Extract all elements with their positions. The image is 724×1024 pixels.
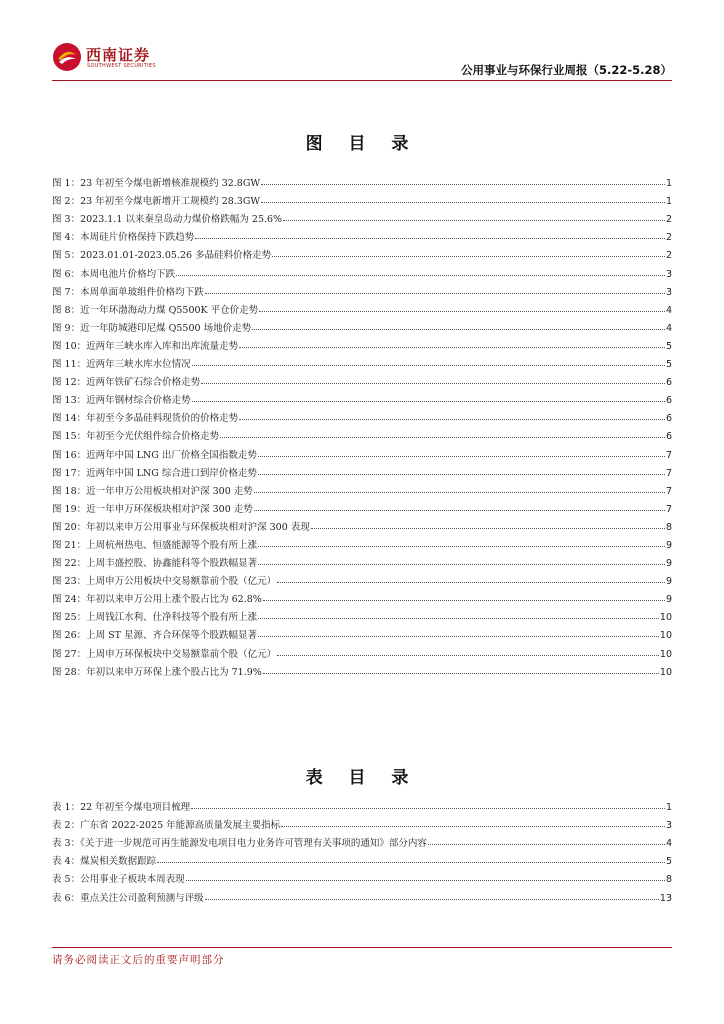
toc-leader-dots [239,419,665,420]
toc-entry-label[interactable]: 表 6：重点关注公司盈利预测与评级 [52,892,204,904]
toc-leader-dots [281,826,665,827]
toc-entry[interactable] [52,225,672,243]
toc-entry-page[interactable]: 1 [665,802,672,814]
toc-entry[interactable] [52,243,672,261]
toc-leader-dots [263,600,665,601]
toc-entry-label[interactable]: 图 2：23 年初至今煤电新增开工规模约 28.3GW [52,196,261,208]
toc-entry[interactable] [52,533,672,551]
toc-leader-dots [258,456,665,457]
toc-entry-page[interactable]: 4 [665,304,672,316]
toc-leader-dots [263,673,659,674]
logo-cn-text: 西南证券 [86,46,151,64]
toc-entry-page[interactable]: 6 [665,377,672,389]
toc-entry-label[interactable]: 图 3：2023.1.1 以来秦皇岛动力煤价格跌幅为 25.6% [52,214,283,226]
toc-entry-label[interactable]: 表 2：广东省 2022-2025 年能源高质量发展主要指标 [52,820,281,832]
toc-entry-page[interactable]: 4 [665,838,672,850]
toc-leader-dots [428,844,665,845]
toc-entry-page[interactable]: 9 [665,558,672,570]
toc-entry[interactable] [52,641,672,659]
toc-entry-label[interactable]: 图 21：上周杭州热电、恒盛能源等个股有所上涨 [52,539,258,551]
toc-entry[interactable] [52,849,672,867]
toc-entry-page[interactable]: 10 [659,666,672,678]
toc-entry-label[interactable]: 图 7：本周单面单玻组件价格均下跌 [52,286,204,298]
toc-entry[interactable] [52,623,672,641]
toc-entry-page[interactable]: 2 [665,214,672,226]
toc-leader-dots [205,293,665,294]
toc-entry[interactable] [52,334,672,352]
toc-entry-page[interactable]: 2 [665,250,672,262]
toc-entry[interactable] [52,497,672,515]
toc-entry-page[interactable]: 10 [659,648,672,660]
toc-entry[interactable] [52,406,672,424]
toc-entry-page[interactable]: 9 [665,539,672,551]
toc-leader-dots [191,808,665,809]
toc-entry[interactable] [52,605,672,623]
toc-leader-dots [261,184,665,185]
figures-toc-title: 图 目 录 [305,134,419,154]
toc-leader-dots [258,546,665,547]
toc-entry[interactable] [52,461,672,479]
toc-entry[interactable] [52,867,672,885]
toc-entry-page[interactable]: 1 [665,178,672,190]
toc-entry-label[interactable]: 表 4：煤炭相关数据跟踪 [52,856,157,868]
toc-entry-page[interactable]: 7 [665,467,672,479]
toc-entry-label[interactable]: 图 14：年初至今多晶硅料现货价的价格走势 [52,413,239,425]
toc-entry-label[interactable]: 表 1：22 年初至今煤电项目梳理 [52,802,191,814]
toc-entry[interactable] [52,189,672,207]
toc-entry-label[interactable]: 图 5：2023.01.01-2023.05.26 多晶硅料价格走势 [52,250,272,262]
toc-entry-page[interactable]: 3 [665,286,672,298]
toc-entry-page[interactable]: 6 [665,395,672,407]
toc-leader-dots [192,401,665,402]
footer-divider [52,947,672,948]
toc-entry[interactable] [52,424,672,442]
toc-entry-label[interactable]: 图 1：23 年初至今煤电新增核准规模约 32.8GW [52,178,261,190]
toc-entry-label[interactable]: 图 8：近一年环渤海动力煤 Q5500K 平仓价走势 [52,304,259,316]
toc-entry[interactable] [52,587,672,605]
toc-entry-page[interactable]: 7 [665,503,672,515]
logo-mark-icon [52,42,82,72]
toc-entry-label[interactable]: 图 18：近一年申万公用板块相对沪深 300 走势 [52,485,253,497]
toc-entry-page[interactable]: 5 [665,340,672,352]
toc-entry-page[interactable]: 9 [665,594,672,606]
figures-toc-list [52,171,672,678]
toc-leader-dots [252,329,665,330]
header-divider [52,80,672,81]
toc-entry[interactable] [52,388,672,406]
toc-entry-label[interactable]: 图 20：年初以来申万公用事业与环保板块相对沪深 300 表现 [52,521,310,533]
toc-entry[interactable] [52,551,672,569]
toc-entry-label[interactable]: 图 23：上周申万公用板块中交易额靠前个股（亿元） [52,576,277,588]
toc-entry-label[interactable]: 表 3：《关于进一步规范可再生能源发电项目电力业务许可管理有关事项的通知》部分内容 [52,838,427,850]
tables-toc-title: 表 目 录 [305,768,419,788]
toc-leader-dots [277,655,659,656]
toc-entry[interactable] [52,352,672,370]
tables-toc-list [52,795,672,904]
toc-entry-label[interactable]: 表 5：公用事业子板块本周表现 [52,874,185,886]
toc-entry-page[interactable]: 3 [665,268,672,280]
toc-entry-label[interactable]: 图 9：近一年防城港印尼煤 Q5500 场地价走势 [52,322,252,334]
toc-entry-page[interactable]: 9 [665,576,672,588]
toc-entry-page[interactable]: 6 [665,431,672,443]
toc-entry-page[interactable]: 6 [665,413,672,425]
toc-leader-dots [261,202,665,203]
toc-leader-dots [259,311,665,312]
toc-entry-label[interactable]: 图 6：本周电池片价格均下跌 [52,268,176,280]
toc-entry[interactable] [52,261,672,279]
toc-entry-page[interactable]: 3 [665,820,672,832]
toc-leader-dots [195,238,665,239]
toc-entry-label[interactable]: 图 10：近两年三峡水库入库和出库流量走势 [52,340,239,352]
toc-entry[interactable] [52,569,672,587]
toc-entry[interactable] [52,298,672,316]
toc-leader-dots [220,437,665,438]
toc-leader-dots [283,220,665,221]
toc-leader-dots [258,474,665,475]
toc-entry-label[interactable]: 图 16：近两年中国 LNG 出厂价格全国指数走势 [52,449,257,461]
toc-leader-dots [192,365,665,366]
toc-entry[interactable] [52,660,672,678]
toc-leader-dots [311,528,665,529]
toc-entry-label[interactable]: 图 13：近两年钢材综合价格走势 [52,395,191,407]
logo-en-text: SOUTHWEST SECURITIES [87,63,156,69]
toc-entry[interactable] [52,171,672,189]
toc-entry-label[interactable]: 图 25：上周钱江水利、仕净科技等个股有所上涨 [52,612,258,624]
toc-entry[interactable] [52,280,672,298]
toc-leader-dots [258,564,665,565]
toc-entry-label[interactable]: 图 12：近两年铁矿石综合价格走势 [52,377,201,389]
toc-entry-label[interactable]: 图 19：近一年申万环保板块相对沪深 300 走势 [52,503,253,515]
toc-entry-page[interactable]: 5 [665,359,672,371]
toc-entry-page[interactable]: 4 [665,322,672,334]
toc-entry-label[interactable]: 图 28：年初以来申万环保上涨个股占比为 71.9% [52,666,262,678]
toc-entry[interactable] [52,885,672,903]
toc-leader-dots [254,510,665,511]
toc-entry-page[interactable]: 13 [659,892,672,904]
toc-entry-page[interactable]: 10 [659,630,672,642]
toc-leader-dots [272,256,665,257]
toc-entry[interactable] [52,316,672,334]
toc-entry-page[interactable]: 7 [665,485,672,497]
toc-entry-label[interactable]: 图 27：上周申万环保板块中交易额靠前个股（亿元） [52,648,277,660]
toc-entry-page[interactable]: 8 [665,521,672,533]
toc-leader-dots [201,383,665,384]
toc-leader-dots [205,899,659,900]
toc-entry-page[interactable]: 5 [665,856,672,868]
toc-entry-label[interactable]: 图 11：近两年三峡水库水位情况 [52,359,191,371]
toc-entry-label[interactable]: 图 24：年初以来申万公用上涨个股占比为 62.8% [52,594,262,606]
toc-entry-page[interactable]: 7 [665,449,672,461]
toc-entry[interactable] [52,813,672,831]
company-logo [52,42,202,78]
toc-entry-page[interactable]: 2 [665,232,672,244]
toc-leader-dots [176,275,665,276]
toc-entry-page[interactable]: 8 [665,874,672,886]
toc-leader-dots [258,636,659,637]
toc-entry-page[interactable]: 10 [659,612,672,624]
toc-leader-dots [277,582,665,583]
toc-leader-dots [239,347,665,348]
toc-entry-page[interactable]: 1 [665,196,672,208]
disclaimer-text: 请务必阅读正文后的重要声明部分 [52,954,225,966]
toc-entry[interactable] [52,207,672,225]
toc-leader-dots [157,862,665,863]
toc-entry[interactable] [52,515,672,533]
toc-entry[interactable] [52,479,672,497]
report-title: 公用事业与环保行业周报（5.22-5.28） [460,63,672,77]
toc-entry-label[interactable]: 图 15：年初至今光伏组件综合价格走势 [52,431,220,443]
toc-entry-label[interactable]: 图 17：近两年中国 LNG 综合进口到岸价格走势 [52,467,257,479]
toc-entry-label[interactable]: 图 4：本周硅片价格保持下跌趋势 [52,232,195,244]
toc-entry[interactable] [52,795,672,813]
toc-entry-label[interactable]: 图 26：上周 ST 星源、齐合环保等个股跌幅显著 [52,630,257,642]
toc-leader-dots [186,880,665,881]
toc-entry[interactable] [52,370,672,388]
toc-leader-dots [254,492,665,493]
toc-entry-label[interactable]: 图 22：上周丰盛控股、协鑫能科等个股跌幅显著 [52,558,258,570]
toc-leader-dots [258,618,659,619]
toc-entry[interactable] [52,442,672,460]
toc-entry[interactable] [52,831,672,849]
